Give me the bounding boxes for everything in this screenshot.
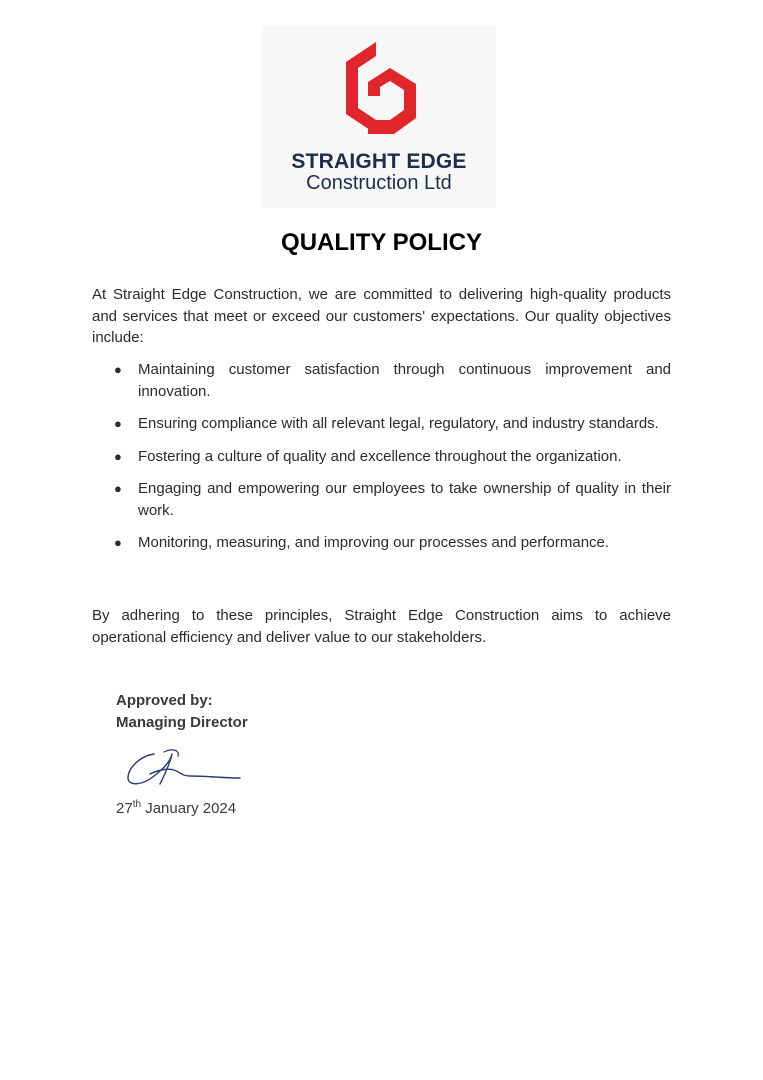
list-item [92,478,671,521]
date-month-year: January 2024 [141,800,237,817]
list-item [92,413,671,435]
closing-paragraph: By adhering to these principles, Straight Edge Construction aims to achieve operational efficiency and deliver value to our stakeholders. [92,607,671,646]
list-item [92,532,671,554]
list-item-text: Ensuring compliance with all relevant legal, regulatory, and industry standards. [138,415,659,432]
objectives-list [92,359,671,565]
list-item-text: Monitoring, measuring, and improving our processes and performance. [138,534,610,551]
list-item-text: Engaging and empowering our employees to take ownership of quality in their work. [138,480,671,519]
approver-role: Managing Director [116,714,248,731]
bullet-icon: ● [114,362,122,377]
approved-by-label: Approved by: [116,692,213,709]
page-title: QUALITY POLICY [281,229,482,256]
company-logo [262,26,496,208]
logo-company-suffix: Construction Ltd [306,172,452,194]
bullet-icon: ● [114,448,122,464]
bullet-icon: ● [114,535,122,550]
signature-icon [120,744,250,792]
bullet-icon: ● [114,481,122,496]
logo-mark-icon [332,34,428,144]
list-item-text: Fostering a culture of quality and excellence throughout the organization. [138,447,622,465]
approval-date [116,798,236,820]
list-item [92,446,671,468]
intro-paragraph: At Straight Edge Construction, we are committed to delivering high-quality products and services that meet or exceed our customers' expectations. Our quality objectives include: [92,286,671,346]
logo-company-name: STRAIGHT EDGE [291,150,467,173]
list-item-text: Maintaining customer satisfaction through continuous improvement and innovation. [138,361,671,400]
date-day: 27 [116,800,133,817]
list-item [92,359,671,402]
date-suffix: th [132,799,142,810]
bullet-icon: ● [114,416,122,431]
